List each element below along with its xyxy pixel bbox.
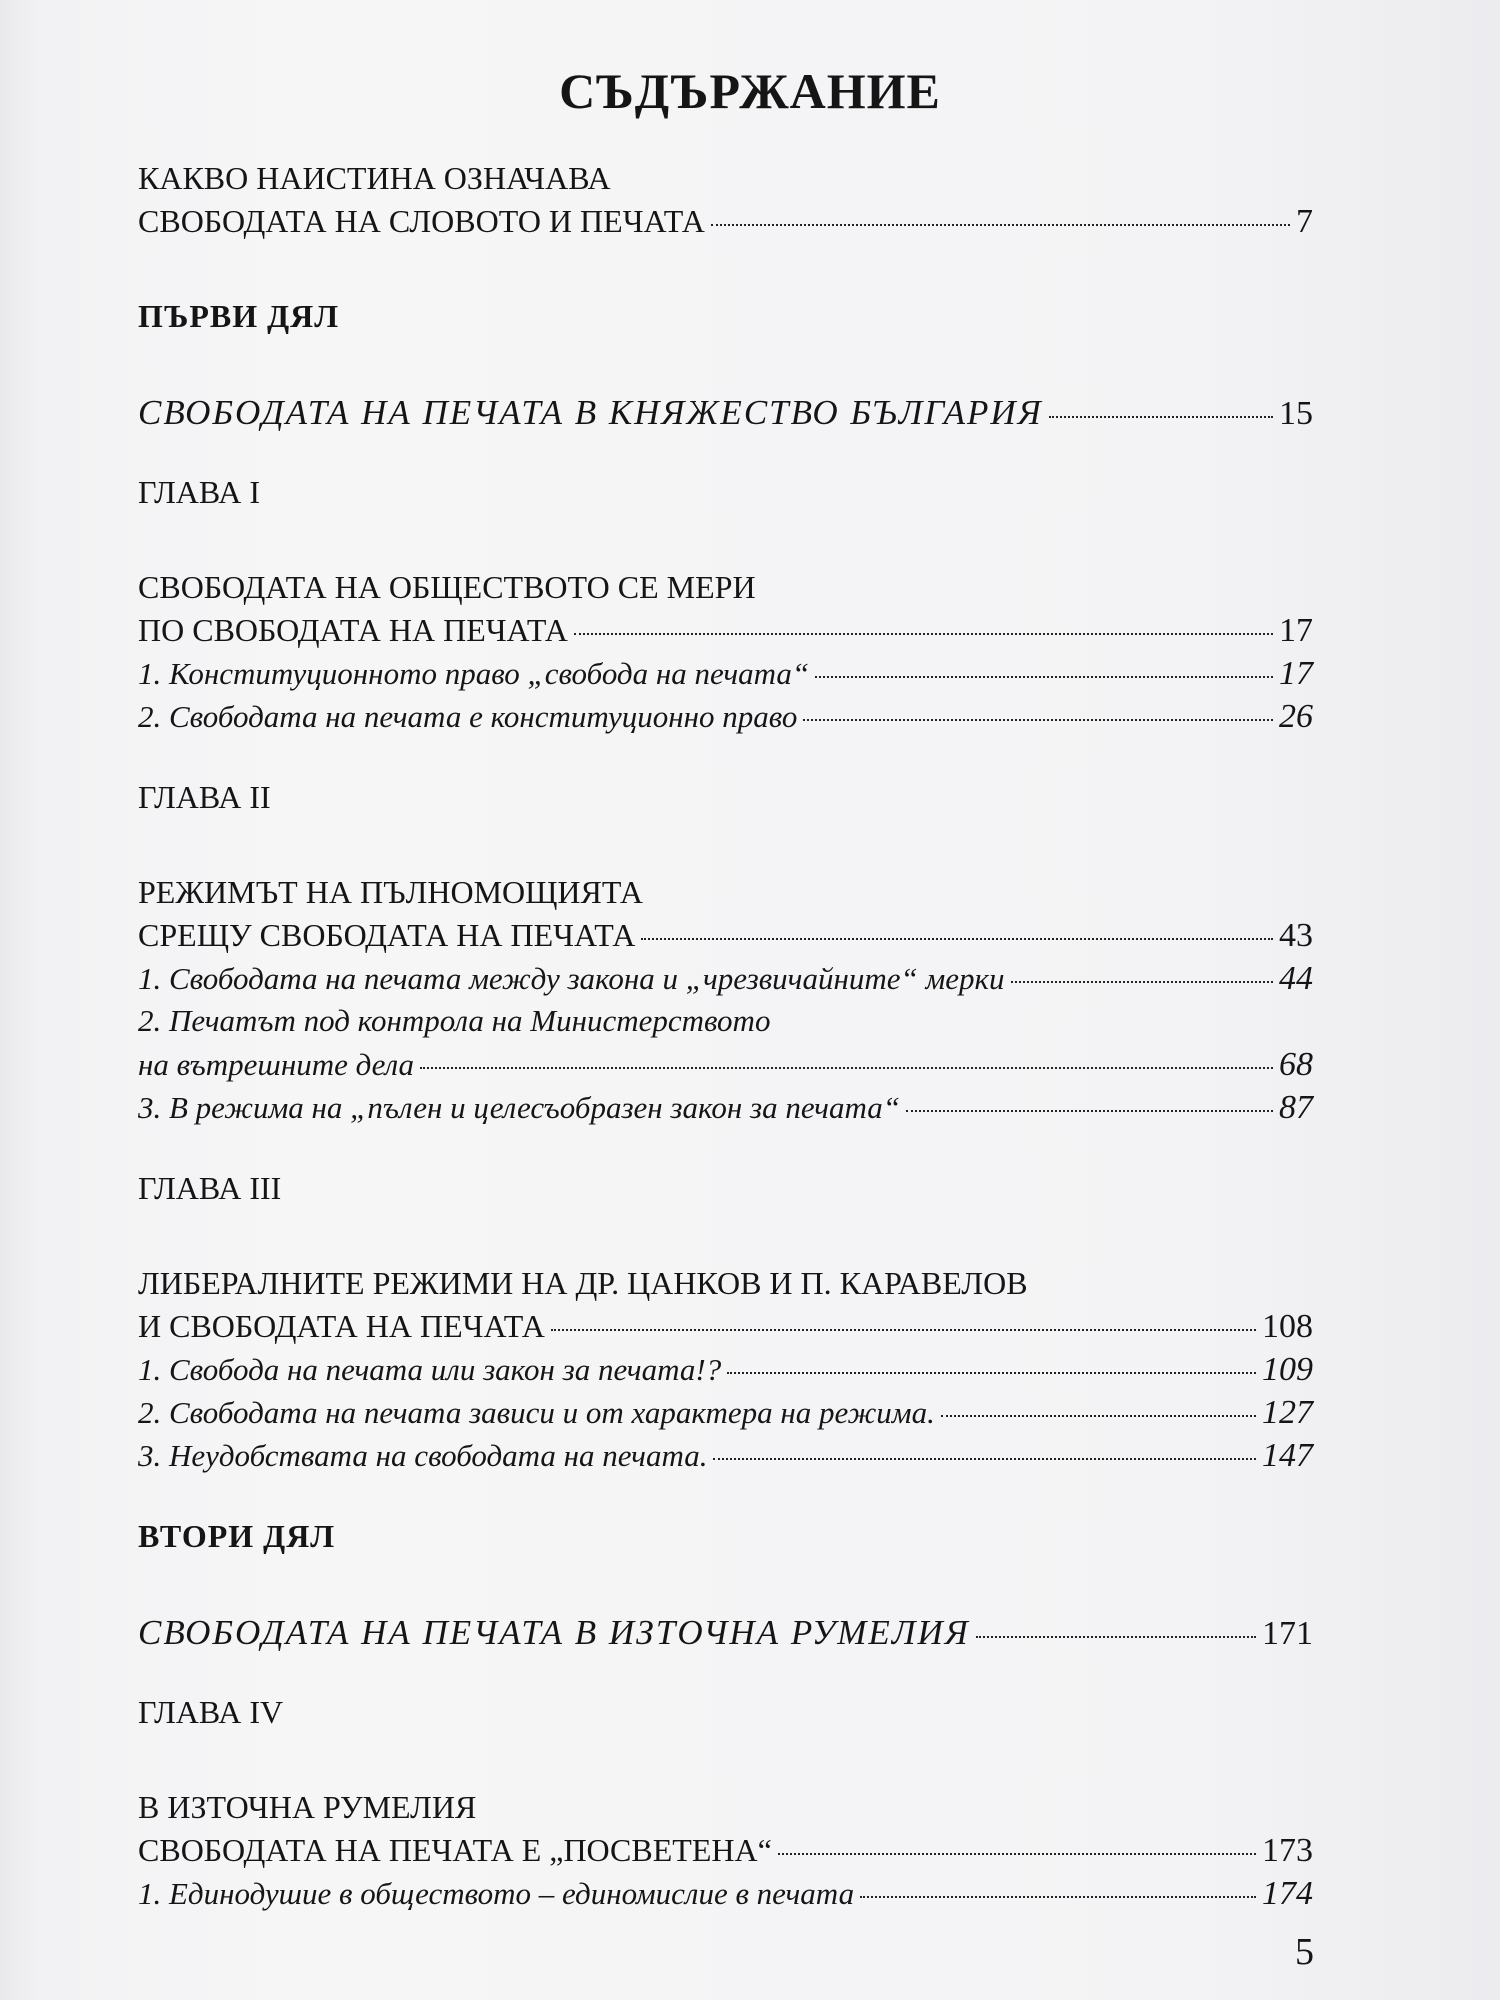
leader-dots: [778, 1853, 1256, 1855]
chapter-label: ГЛАВА IV: [138, 1694, 284, 1730]
chapter-title-line2: СВОБОДАТА НА ПЕЧАТА Е „ПОСВЕТЕНА“: [138, 1832, 772, 1868]
toc-entry-chapter4[interactable]: [138, 1832, 1313, 1875]
page-ref: 174: [1262, 1875, 1313, 1912]
toc-entry-chapter2[interactable]: [138, 917, 1313, 960]
leader-dots: [815, 676, 1273, 678]
toc-entry-intro[interactable]: [138, 203, 1313, 246]
toc-entry-part2[interactable]: [138, 1613, 1313, 1656]
leader-dots: [941, 1415, 1256, 1417]
page-ref: 87: [1279, 1089, 1313, 1126]
leader-dots: [641, 938, 1273, 940]
page-ref: 15: [1279, 395, 1313, 432]
subentry-text: 1. Конституционното право „свобода на печата“: [138, 656, 810, 691]
page-ref: 44: [1279, 960, 1313, 997]
chapter-label: ГЛАВА I: [138, 474, 260, 510]
toc-subentry[interactable]: [138, 1875, 1313, 1918]
leader-dots: [713, 1458, 1256, 1460]
toc-subentry[interactable]: [138, 1394, 1313, 1437]
subentry-text: 1. Свобода на печата или закон за печата!?: [138, 1352, 722, 1387]
part-label: ВТОРИ ДЯЛ: [138, 1518, 336, 1554]
leader-dots: [574, 633, 1273, 635]
subentry-text: 3. В режима на „пълен и целесъобразен закон за печата“: [138, 1090, 900, 1125]
toc-subentry[interactable]: [138, 960, 1313, 1003]
page-ref: 68: [1279, 1046, 1313, 1083]
toc-entry-part1[interactable]: [138, 393, 1313, 436]
subentry-text: 1. Свободата на печата между закона и „чрезвичайните“ мерки: [138, 961, 1005, 996]
part-title: СВОБОДАТА НА ПЕЧАТА В ИЗТОЧНА РУМЕЛИЯ: [138, 1613, 970, 1652]
page-ref: 108: [1262, 1308, 1313, 1345]
intro-heading-line2: СВОБОДАТА НА СЛОВОТО И ПЕЧАТА: [138, 203, 705, 239]
leader-dots: [551, 1329, 1256, 1331]
subentry-text: 3. Неудобствата на свободата на печата.: [138, 1438, 708, 1473]
page-ref: 171: [1262, 1615, 1313, 1652]
toc-subentry[interactable]: [138, 1351, 1313, 1394]
chapter-label: ГЛАВА II: [138, 779, 271, 815]
chapter-title-line1: В ИЗТОЧНА РУМЕЛИЯ: [138, 1789, 477, 1825]
page-ref: 17: [1279, 655, 1313, 692]
toc-subentry[interactable]: [138, 1046, 1313, 1089]
toc-subentry[interactable]: [138, 655, 1313, 698]
chapter-title-line2: И СВОБОДАТА НА ПЕЧАТА: [138, 1308, 545, 1344]
toc-entry-chapter3[interactable]: [138, 1308, 1313, 1351]
toc-subentry[interactable]: [138, 1437, 1313, 1480]
chapter-title-line1: СВОБОДАТА НА ОБЩЕСТВОТО СЕ МЕРИ: [138, 569, 756, 605]
subentry-text: 1. Единодушие в обществото – единомислие в печата: [138, 1876, 855, 1911]
toc-subentry[interactable]: [138, 698, 1313, 741]
leader-dots: [860, 1896, 1256, 1898]
subentry-text-line2: на вътрешните дела: [138, 1047, 415, 1082]
leader-dots: [803, 719, 1273, 721]
subentry-text: 2. Свободата на печата зависи и от характера на режима.: [138, 1395, 935, 1430]
subentry-text-line1: 2. Печатът под контрола на Министерството: [138, 1003, 771, 1038]
leader-dots: [420, 1067, 1273, 1069]
leader-dots: [906, 1110, 1273, 1112]
page-ref: 7: [1296, 203, 1313, 240]
intro-heading-line1: КАКВО НАИСТИНА ОЗНАЧАВА: [138, 160, 611, 196]
page-ref: 173: [1262, 1832, 1313, 1869]
toc-entry-chapter1[interactable]: [138, 612, 1313, 655]
leader-dots: [1011, 981, 1273, 983]
page-ref: 127: [1262, 1394, 1313, 1431]
leader-dots: [711, 224, 1290, 226]
leader-dots: [1049, 416, 1273, 418]
toc-subentry[interactable]: [138, 1089, 1313, 1132]
leader-dots: [727, 1372, 1256, 1374]
chapter-label: ГЛАВА III: [138, 1170, 282, 1206]
subentry-text: 2. Свободата на печата е конституционно право: [138, 699, 798, 734]
chapter-title-line2: ПО СВОБОДАТА НА ПЕЧАТА: [138, 612, 568, 648]
chapter-title-line1: РЕЖИМЪТ НА ПЪЛНОМОЩИЯТА: [138, 874, 643, 910]
chapter-title-line2: СРЕЩУ СВОБОДАТА НА ПЕЧАТА: [138, 917, 636, 953]
page-ref: 17: [1279, 612, 1313, 649]
page-ref: 109: [1262, 1351, 1313, 1388]
page-ref: 26: [1279, 698, 1313, 735]
page-title: СЪДЪРЖАНИЕ: [559, 63, 941, 119]
page-number: 5: [1295, 1931, 1314, 1973]
part-title: СВОБОДАТА НА ПЕЧАТА В КНЯЖЕСТВО БЪЛГАРИЯ: [138, 393, 1043, 432]
chapter-title-line1: ЛИБЕРАЛНИТЕ РЕЖИМИ НА ДР. ЦАНКОВ И П. КАРАВЕЛОВ: [138, 1265, 1028, 1301]
leader-dots: [976, 1636, 1256, 1638]
table-of-contents: [138, 160, 1313, 1918]
page-ref: 147: [1262, 1437, 1313, 1474]
page-ref: 43: [1279, 917, 1313, 954]
part-label: ПЪРВИ ДЯЛ: [138, 298, 340, 334]
